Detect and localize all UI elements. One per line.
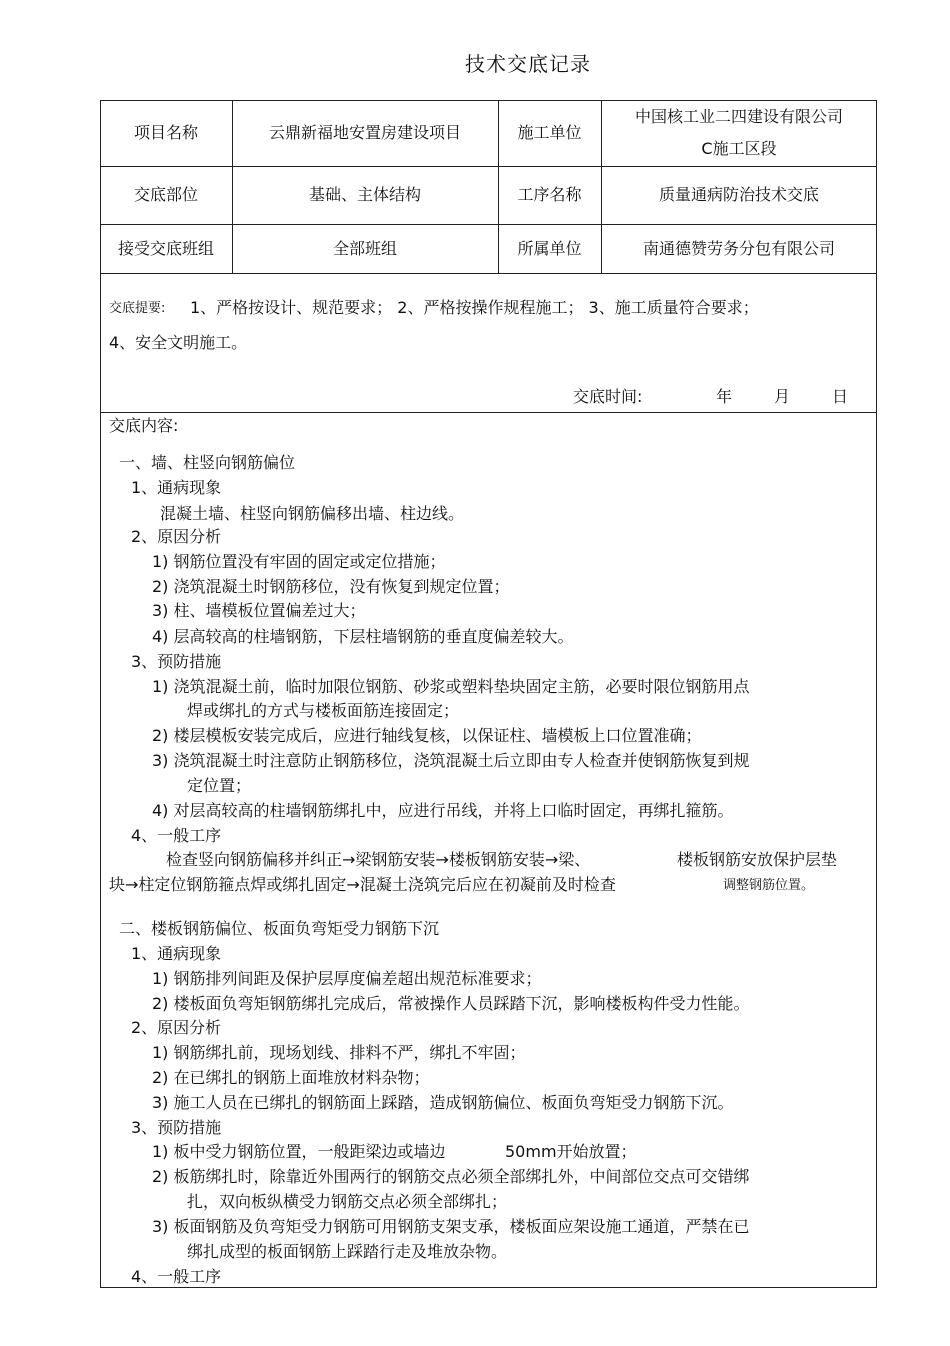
content-line: 2) 板筋绑扎时，除靠近外围两行的钢筋交点必须全部绑扎外，中间部位交点可交错绑 (152, 1167, 750, 1186)
part-value: 基础、主体结构 (308, 185, 421, 204)
content-line: 2) 浇筑混凝土时钢筋移位，没有恢复到规定位置； (152, 577, 510, 596)
content-line: 3) 浇筑混凝土时注意防止钢筋移位，浇筑混凝土后立即由专人检查并使钢筋恢复到规 (152, 751, 750, 770)
content-line: 调整钢筋位置。 (723, 878, 815, 893)
row-divider (100, 273, 877, 274)
contractor-value-line2: C施工区段 (701, 139, 777, 158)
team-label: 接受交底班组 (117, 238, 214, 258)
unit-label: 所属单位 (517, 238, 582, 258)
subsection-heading: 2、原因分析 (131, 527, 222, 546)
date-year: 年 (716, 387, 733, 406)
content-label: 交底内容: (109, 416, 179, 435)
content-line: 1) 钢筋绑扎前，现场划线、排料不严，绑扎不牢固； (152, 1043, 526, 1062)
content-line: 3) 柱、墙模板位置偏差过大； (152, 601, 366, 620)
content-line: 扎，双向板纵横受力钢筋交点必须全部绑扎； (187, 1192, 508, 1211)
row-divider (100, 412, 877, 413)
content-line: 3) 板面钢筋及负弯矩受力钢筋可用钢筋支架支承，楼板面应架设施工通道，严禁在已 (152, 1217, 750, 1236)
section-heading: 二、楼板钢筋偏位、板面负弯矩受力钢筋下沉 (119, 919, 440, 938)
contractor-value-line1: 中国核工业二四建设有限公司 (634, 107, 843, 126)
subsection-heading: 3、预防措施 (131, 1118, 222, 1137)
subsection-heading: 2、原因分析 (131, 1018, 222, 1037)
content-line: 定位置； (187, 776, 252, 795)
project-label: 项目名称 (133, 123, 198, 142)
content-line: 绑扎成型的板面钢筋上踩踏行走及堆放杂物。 (187, 1242, 508, 1261)
process-label: 工序名称 (517, 185, 582, 204)
date-day: 日 (832, 387, 849, 406)
subsection-heading: 4、一般工序 (131, 1267, 222, 1286)
contractor-value (601, 100, 877, 166)
team-value: 全部班组 (332, 238, 397, 258)
contractor-label: 施工单位 (517, 123, 582, 142)
content-line: 4) 层高较高的柱墙钢筋，下层柱墙钢筋的垂直度偏差较大。 (152, 627, 574, 646)
content-line: 4) 对层高较高的柱墙钢筋绑扎中，应进行吊线，并将上口临时固定，再绑扎箍筋。 (152, 801, 734, 820)
content-line: 1) 钢筋位置没有牢固的固定或定位措施； (152, 552, 446, 571)
subsection-heading: 4、一般工序 (131, 826, 222, 845)
unit-value: 南通德赞劳务分包有限公司 (642, 238, 835, 258)
content-line: 1) 板中受力钢筋位置，一般距梁边或墙边 (152, 1142, 446, 1161)
content-line: 1) 浇筑混凝土前，临时加限位钢筋、砂浆或塑料垫块固定主筋，必要时限位钢筋用点 (152, 677, 750, 696)
subsection-heading: 3、预防措施 (131, 652, 222, 671)
summary-label: 交底提要: (109, 301, 166, 316)
content-line: 楼板钢筋安放保护层垫 (677, 850, 838, 869)
content-line: 焊或绑扎的方式与楼板面筋连接固定； (187, 701, 460, 720)
content-line: 2) 在已绑扎的钢筋上面堆放材料杂物； (152, 1068, 430, 1087)
summary-line-2: 4、安全文明施工。 (109, 333, 248, 352)
date-month: 月 (774, 387, 791, 406)
content-line: 2) 楼板面负弯矩钢筋绑扎完成后，常被操作人员踩踏下沉，影响楼板构件受力性能。 (152, 994, 750, 1013)
document-title: 技术交底记录 (465, 52, 591, 76)
content-line: 3) 施工人员在已绑扎的钢筋面上踩踏，造成钢筋偏位、板面负弯矩受力钢筋下沉。 (152, 1093, 734, 1112)
subsection-heading: 1、通病现象 (131, 478, 222, 497)
content-line: 1) 钢筋排列间距及保护层厚度偏差超出规范标准要求； (152, 969, 542, 988)
content-line: 检查竖向钢筋偏移并纠正→梁钢筋安装→楼板钢筋安装→梁、 (166, 850, 591, 869)
process-value: 质量通病防治技术交底 (658, 185, 819, 204)
summary-line-1: 1、严格按设计、规范要求； 2、严格按操作规程施工； 3、施工质量符合要求； (190, 298, 759, 317)
content-line: 2) 楼层模板安装完成后，应进行轴线复核，以保证柱、墙模板上口位置准确； (152, 726, 702, 745)
date-label: 交底时间: (573, 387, 643, 406)
content-line: 块→柱定位钢筋箍点焊或绑扎固定→混凝土浇筑完后应在初凝前及时检查 (109, 875, 616, 894)
project-value: 云鼎新福地安置房建设项目 (268, 123, 461, 142)
content-line: 50mm开始放置； (505, 1142, 637, 1161)
part-label: 交底部位 (133, 185, 198, 204)
content-line: 混凝土墙、柱竖向钢筋偏移出墙、柱边线。 (160, 504, 465, 523)
section-heading: 一、墙、柱竖向钢筋偏位 (119, 453, 296, 472)
subsection-heading: 1、通病现象 (131, 944, 222, 963)
